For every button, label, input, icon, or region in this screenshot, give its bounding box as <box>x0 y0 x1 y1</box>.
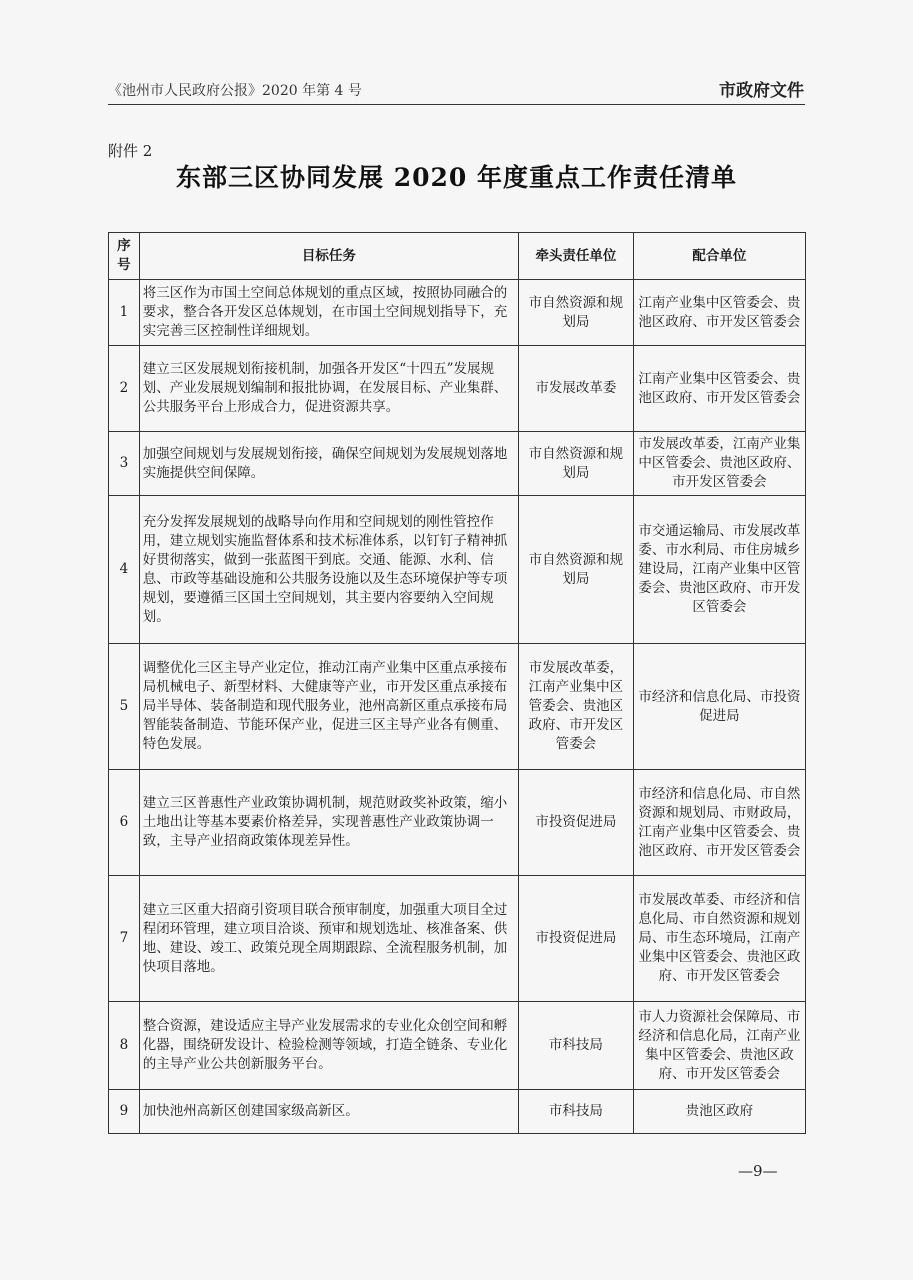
row-number: 8 <box>109 1002 140 1090</box>
row-coop-units: 市经济和信息化局、市投资促进局 <box>633 644 805 770</box>
row-task: 加强空间规划与发展规划衔接，确保空间规划为发展规划落地实施提供空间保障。 <box>139 432 518 496</box>
row-lead-unit: 市投资促进局 <box>519 876 634 1002</box>
page-number: —9— <box>738 1162 778 1180</box>
table-row <box>109 432 806 496</box>
row-lead-unit: 市发展改革委，江南产业集中区管委会、贵池区政府、市开发区管委会 <box>519 644 634 770</box>
document-category: 市政府文件 <box>719 81 804 101</box>
row-number: 2 <box>109 346 140 432</box>
row-number: 5 <box>109 644 140 770</box>
row-lead-unit: 市发展改革委 <box>519 346 634 432</box>
responsibility-table <box>108 232 806 1134</box>
table-row <box>109 770 806 876</box>
table-row <box>109 644 806 770</box>
table-row <box>109 876 806 1002</box>
row-lead-unit: 市自然资源和规划局 <box>519 280 634 346</box>
row-task: 建立三区发展规划衔接机制，加强各开发区“十四五”发展规划、产业发展规划编制和报批协调，在发展目标、产业集群、公共服务平台上形成合力，促进资源共享。 <box>139 346 518 432</box>
row-lead-unit: 市自然资源和规划局 <box>519 432 634 496</box>
row-coop-units: 市发展改革委，江南产业集中区管委会、贵池区政府、市开发区管委会 <box>633 432 805 496</box>
row-task: 调整优化三区主导产业定位，推动江南产业集中区重点承接布局机械电子、新型材料、大健康等产业，市开发区重点承接布局半导体、装备制造和现代服务业，池州高新区重点承接布局智能装备制造、节能环保产业，促进三区主导产业各有侧重、特色发展。 <box>139 644 518 770</box>
row-task: 加快池州高新区创建国家级高新区。 <box>139 1090 518 1134</box>
row-lead-unit: 市投资促进局 <box>519 770 634 876</box>
row-task: 将三区作为市国土空间总体规划的重点区域，按照协同融合的要求，整合各开发区总体规划，在市国土空间规划指导下，充实完善三区控制性详细规划。 <box>139 280 518 346</box>
row-coop-units: 市发展改革委、市经济和信息化局、市自然资源和规划局、市生态环境局，江南产业集中区管委会、贵池区政府、市开发区管委会 <box>633 876 805 1002</box>
row-number: 6 <box>109 770 140 876</box>
header-task: 目标任务 <box>139 233 518 280</box>
row-lead-unit: 市自然资源和规划局 <box>519 496 634 644</box>
row-coop-units: 江南产业集中区管委会、贵池区政府、市开发区管委会 <box>633 346 805 432</box>
row-task: 建立三区普惠性产业政策协调机制，规范财政奖补政策，缩小土地出让等基本要素价格差异，实现普惠性产业政策协调一致，主导产业招商政策体现差异性。 <box>139 770 518 876</box>
row-task: 充分发挥发展规划的战略导向作用和空间规划的刚性管控作用，建立规划实施监督体系和技术标准体系，以钉钉子精神抓好贯彻落实，做到一张蓝图干到底。交通、能源、水利、信息、市政等基础设施和公共服务设施以及生态环境保护等专项规划，要遵循三区国土空间规划，其主要内容要纳入空间规划。 <box>139 496 518 644</box>
row-task: 建立三区重大招商引资项目联合预审制度，加强重大项目全过程闭环管理，建立项目洽谈、预审和规划选址、核准备案、供地、建设、竣工、政策兑现全周期跟踪、全流程服务机制，加快项目落地。 <box>139 876 518 1002</box>
attachment-label: 附件 2 <box>108 142 153 160</box>
table-row <box>109 280 806 346</box>
table-row <box>109 1090 806 1134</box>
table-row <box>109 496 806 644</box>
row-number: 7 <box>109 876 140 1002</box>
header-no: 序号 <box>109 233 140 280</box>
row-coop-units: 市经济和信息化局、市自然资源和规划局、市财政局，江南产业集中区管委会、贵池区政府、市开发区管委会 <box>633 770 805 876</box>
row-lead-unit: 市科技局 <box>519 1002 634 1090</box>
header-coop: 配合单位 <box>633 233 805 280</box>
row-number: 4 <box>109 496 140 644</box>
page-header <box>108 76 804 104</box>
row-coop-units: 市交通运输局、市发展改革委、市水利局、市住房城乡建设局，江南产业集中区管委会、贵池区政府、市开发区管委会 <box>633 496 805 644</box>
header-lead: 牵头责任单位 <box>519 233 634 280</box>
table-row <box>109 1002 806 1090</box>
header-divider <box>108 104 805 105</box>
row-task: 整合资源，建设适应主导产业发展需求的专业化众创空间和孵化器，围绕研发设计、检验检测等领域，打造全链条、专业化的主导产业公共创新服务平台。 <box>139 1002 518 1090</box>
row-coop-units: 市人力资源社会保障局、市经济和信息化局，江南产业集中区管委会、贵池区政府、市开发区管委会 <box>633 1002 805 1090</box>
table-row <box>109 346 806 432</box>
table-header-row <box>109 233 806 280</box>
row-number: 1 <box>109 280 140 346</box>
page-title: 东部三区协同发展 2020 年度重点工作责任清单 <box>176 163 737 192</box>
row-number: 3 <box>109 432 140 496</box>
row-coop-units: 江南产业集中区管委会、贵池区政府、市开发区管委会 <box>633 280 805 346</box>
row-number: 9 <box>109 1090 140 1134</box>
row-coop-units: 贵池区政府 <box>633 1090 805 1134</box>
bulletin-issue: 《池州市人民政府公报》2020 年第 4 号 <box>108 83 362 99</box>
row-lead-unit: 市科技局 <box>519 1090 634 1134</box>
